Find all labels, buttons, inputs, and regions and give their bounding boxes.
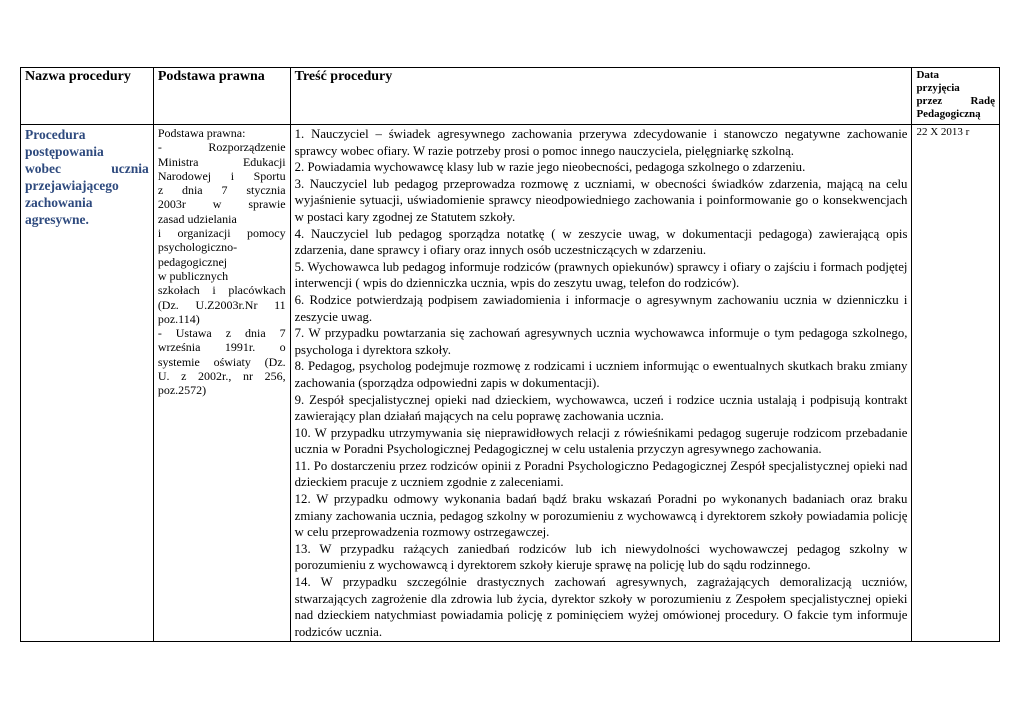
procedure-name [21, 125, 154, 642]
procedure-name-line: wobec ucznia [25, 161, 149, 176]
legal-line: poz.2572) [157, 383, 207, 398]
legal-line: - Ustawa z dnia 7 [157, 326, 286, 341]
procedure-content [290, 125, 912, 642]
header-date-line: Data [916, 69, 940, 81]
procedure-step: 6. Rodzice potwierdzają podpisem zawiadomienia i informacje o agresywnym zachowaniu ucznia w dzienniczku i zeszycie uwag. [294, 292, 908, 324]
procedure-table [20, 67, 1000, 642]
legal-line: pedagogicznej [157, 254, 228, 269]
legal-line: i organizacji pomocy [157, 226, 286, 241]
procedure-step: 3. Nauczyciel lub pedagog przeprowadza rozmowę z uczniami, w obecności świadków zdarzenia, mającą na celu wyjaśnienie sytuacji, uświadomienie sprawcy nieodpowiedniego zachowania i poinformowanie go o konsekwencjach w postaci kary zgodnej ze Statutem szkoły. [294, 176, 908, 224]
legal-line: Narodowej i Sportu [157, 168, 286, 183]
legal-line: U. z 2002r., nr 256, [157, 369, 286, 384]
procedure-name-line: zachowania [25, 195, 93, 210]
header-date-line: przez Radę [916, 95, 995, 107]
legal-line: szkołach i placówkach [157, 283, 286, 298]
procedure-step: 7. W przypadku powtarzania się zachowań agresywnych ucznia wychowawca informuje o tym pedagoga szkolnego, psychologa i dyrektora szkoły. [294, 326, 908, 357]
procedure-step: 2. Powiadamia wychowawcę klasy lub w razie jego nieobecności, pedagoga szkolnego o zdarzeniu. [294, 160, 806, 175]
procedure-name-line: postępowania [25, 144, 104, 159]
legal-line: psychologiczno- [157, 240, 238, 255]
procedure-step: 11. Po dostarczeniu przez rodziców opinii z Poradni Psychologiczno Pedagogicznej Zespół specjalistycznej opieki nad dzieckiem pracuje z uczniem zgodnie z zaleceniami. [294, 458, 908, 490]
legal-line: - Rozporządzenie [157, 140, 286, 155]
procedure-name-line: Procedura [25, 127, 86, 142]
procedure-row [21, 125, 1000, 642]
header-date-line: przyjęcia [916, 82, 960, 94]
procedure-step: 10. W przypadku utrzymywania się nieprawidłowych relacji z rówieśnikami pedagog sugeruje rodzicom przebadanie ucznia w Poradni Psychologicznej Pedagogicznej w celu ustalenia przyczyn agresywnego zachowania. [294, 425, 908, 457]
procedure-step: 1. Nauczyciel – świadek agresywnego zachowania przerywa zdecydowanie i stanowczo negatywne zachowanie sprawcy wobec ofiary. W razie potrzeby prosi o pomoc innego nauczyciela, pielęgniarkę szkolną. [294, 127, 908, 158]
legal-line: zasad udzielania [157, 211, 237, 226]
procedure-step: 9. Zespół specjalistycznej opieki nad dzieckiem, wychowawca, uczeń i rodzice ucznia ustalają i podpisują kontrakt zawierający plan działań mających na celu poprawę zachowania ucznia. [294, 392, 908, 424]
procedure-step: 13. W przypadku rażących zaniedbań rodziców lub ich niewydolności wychowawczej pedagog szkolny w porozumieniu z wychowawcą i dyrektorem szkoły kieruje sprawę na policję lub do sądu rodzinnego. [294, 541, 908, 573]
legal-line: września 1991r. o [157, 340, 286, 355]
procedure-name-line: agresywne. [25, 212, 89, 227]
header-row [21, 68, 1000, 125]
legal-line: systemie oświaty (Dz. [157, 354, 286, 369]
procedure-name-line: przejawiającego [25, 178, 119, 193]
adoption-date: 22 X 2013 r [912, 125, 1000, 642]
procedure-step: 8. Pedagog, psycholog podejmuje rozmowę z rodzicami i uczniem informując o ewentualnych skutkach braku zmiany zachowania (sporządza odpowiedni zapis w dokumentacji). [294, 359, 908, 390]
header-date-line: Pedagogiczną [916, 108, 981, 120]
legal-line: w publicznych [157, 268, 229, 283]
legal-line: poz.114) [157, 311, 200, 326]
header-date [912, 68, 1000, 125]
procedure-step: 12. W przypadku odmowy wykonania badań bądź braku wskazań Poradni po wykonanych badaniach oraz braku zmiany zachowania ucznia, pedagog szkolny w porozumieniu z wychowawcą i dyrektorem szkoły powiadamia policję w celu przeprowadzenia rozmowy ostrzegawczej. [294, 492, 908, 540]
legal-basis [153, 125, 290, 642]
header-legal-basis: Podstawa prawna [153, 68, 290, 125]
legal-line: (Dz. U.Z2003r.Nr 11 [157, 297, 286, 312]
legal-line: Podstawa prawna: [157, 126, 246, 140]
legal-line: Ministra Edukacji [157, 154, 286, 169]
header-name: Nazwa procedury [21, 68, 154, 125]
legal-line: 2003r w sprawie [157, 197, 286, 212]
procedure-step: 4. Nauczyciel lub pedagog sporządza notatkę ( w zeszycie uwag, w dokumentacji pedagoga) zawierającą opis zdarzenia, dane sprawcy i ofiary oraz innych osób uczestniczących w zdarzeniu. [294, 226, 908, 258]
procedure-step: 14. W przypadku szczególnie drastycznych zachowań agresywnych, zagrażających demoralizacją uczniów, stwarzających zagrożenie dla zdrowia lub życia, dyrektor szkoły w porozumieniu z Zespołem specjalistycznej opieki nad dzieckiem natychmiast powiadamia policję z pominięciem wyżej omówionej procedury. O fakcie tym informuje rodziców ucznia. [294, 575, 908, 639]
procedure-step: 5. Wychowawca lub pedagog informuje rodziców (prawnych opiekunów) sprawcy i ofiary o zajściu i formach podjętej interwencji ( wpis do dzienniczka ucznia, wpis do zeszytu uwag, telefon do rodziców). [294, 259, 908, 291]
header-content: Treść procedury [290, 68, 912, 125]
legal-line: z dnia 7 stycznia [157, 183, 286, 198]
